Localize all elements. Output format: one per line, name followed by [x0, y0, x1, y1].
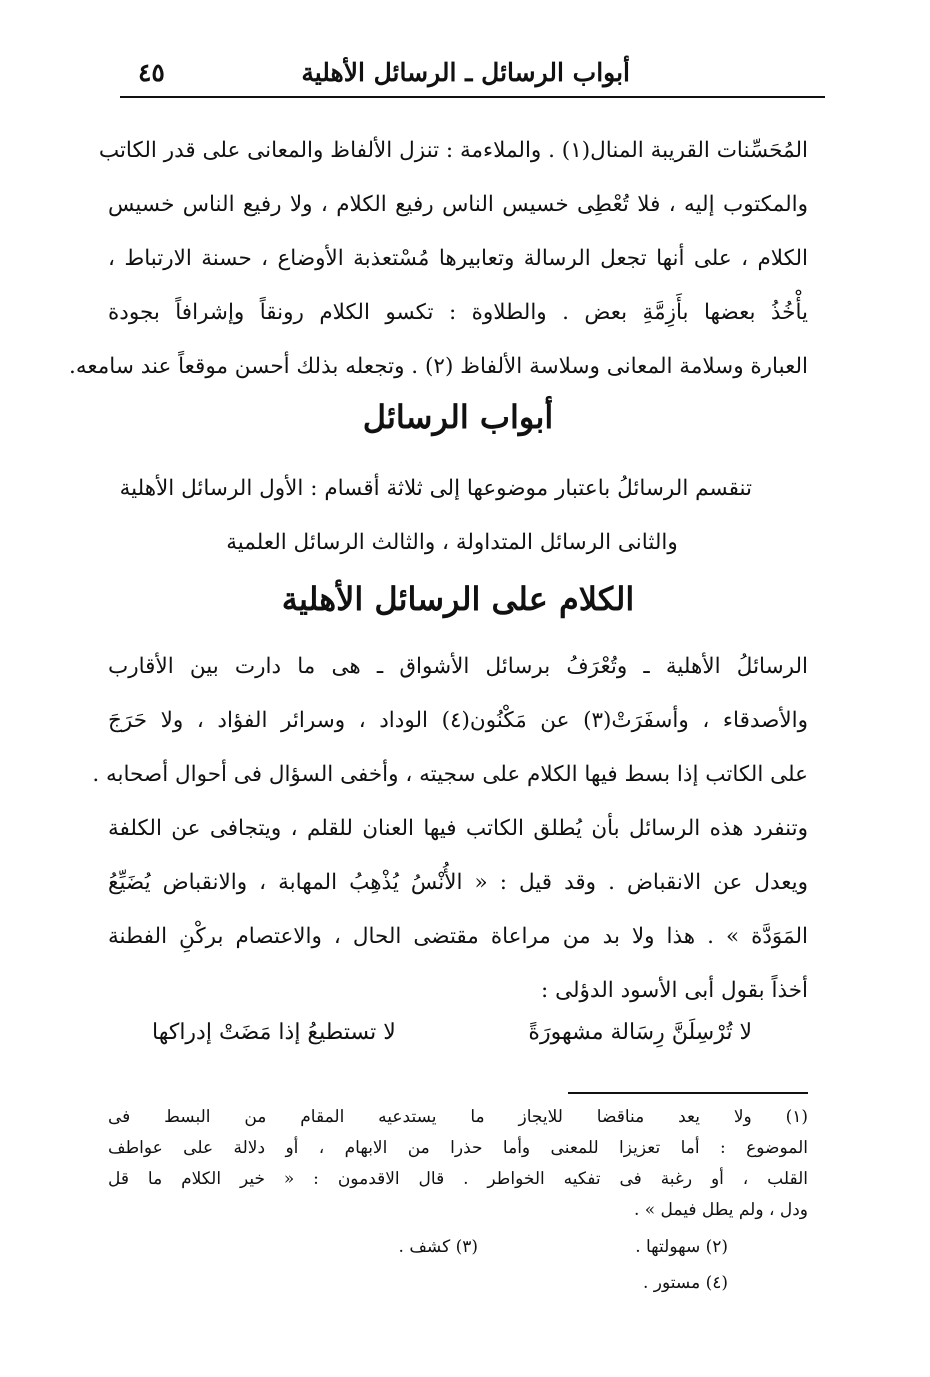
- page-number: ٤٥: [138, 58, 165, 87]
- footnote-line: ودل ، ولم يطل فيمل » .: [633, 1200, 808, 1220]
- footnotes: [108, 1102, 808, 1304]
- footnote-line: (١) ولا يعد مناقضا للايجاز ما يستدعيه المقام من البسط فى: [108, 1107, 808, 1127]
- text-line: ويعدل عن الانقباض . وقد قيل : « الأُنْسُ يُذْهِبُ المهابة ، والانقباض يُضَيِّعُ: [108, 870, 808, 895]
- paragraph-embellishments: [69, 124, 808, 394]
- footnote-row: [108, 1232, 808, 1268]
- text-line: الرسائلُ الأهلية ـ وتُعْرَفُ برسائل الأشواق ـ هى ما دارت بين الأقارب: [108, 654, 809, 679]
- verse-second-hemistich: لا تستطيعُ إذا مَضَتْ إدراكها: [152, 1020, 396, 1045]
- text-line: والأصدقاء ، وأسفَرَتْ(٣) عن مَكْنُون(٤) الوداد ، وسرائر الفؤاد ، ولا حَرَجَ: [108, 708, 809, 733]
- paragraph-letter-categories: [119, 462, 752, 570]
- footnote-line: القلب ، أو رغبة فى تفكيه الخواطر . قال الاقدمون : « خير الكلام ما قل: [108, 1169, 808, 1189]
- footnote-2: (٢) سهولتها .: [635, 1237, 728, 1257]
- footnote-divider: [568, 1092, 808, 1094]
- text-line: والمكتوب إليه ، فلا تُعْطِى خسيس الناس رفيع الكلام ، ولا رفيع الناس خسيس: [108, 192, 808, 217]
- footnote-row: [108, 1268, 808, 1304]
- page-header: [120, 52, 825, 98]
- running-title: أبواب الرسائل ـ الرسائل الأهلية: [301, 58, 630, 87]
- text-line: المَوَدَّة » . هذا ولا بد من مراعاة مقتضى الحال ، والاعتصام بركْنِ الفطنة: [108, 924, 808, 949]
- text-line: أخذاً بقول أبى الأسود الدؤلى :: [541, 978, 808, 1003]
- text-line: يأْخُذُ بعضها بأَزِمَّةِ بعض . والطلاوة : تكسو الكلام رونقاً وإشرافاً بجودة: [108, 300, 808, 325]
- section-heading-family-letters: الكلام على الرسائل الأهلية: [281, 580, 635, 618]
- text-line: المُحَسِّنات القريبة المنال(١) . والملاءمة : تنزل الألفاظ والمعانى على قدر الكاتب: [98, 138, 808, 163]
- text-line: والثانى الرسائل المتداولة ، والثالث الرسائل العلمية: [226, 530, 678, 555]
- text-line: العبارة وسلامة المعانى وسلاسة الألفاظ (٢) . وتجعله بذلك أحسن موقعاً عند سامعه.: [69, 354, 808, 379]
- paragraph-family-letters: [92, 640, 809, 1018]
- text-line: وتنفرد هذه الرسائل بأن يُطلق الكاتب فيها العنان للقلم ، ويتجافى عن الكلفة: [108, 816, 808, 841]
- text-line: تنقسم الرسائلُ باعتبار موضوعها إلى ثلاثة أقسام : الأول الرسائل الأهلية: [119, 476, 752, 501]
- footnote-3: (٣) كشف .: [398, 1237, 478, 1257]
- footnote-4: (٤) مستور .: [642, 1273, 728, 1293]
- text-line: الكلام ، على أنها تجعل الرسالة وتعابيرها مُسْتعذبة الأوضاع ، حسنة الارتباط ،: [108, 246, 808, 271]
- section-heading-letter-types: أبواب الرسائل: [362, 398, 554, 436]
- text-line: على الكاتب إذا بسط فيها الكلام على سجيته ، وأخفى السؤال فى أحوال أصحابه .: [92, 762, 808, 787]
- verse-first-hemistich: لا تُرْسِلَنَّ رِسَالة مشهورَةً: [528, 1020, 752, 1045]
- footnote-line: الموضوع : أما تعزيزا للمعنى وأما حذرا من الابهام ، أو دلالة على عواطف: [108, 1138, 808, 1158]
- poetry-verse: [152, 1020, 752, 1070]
